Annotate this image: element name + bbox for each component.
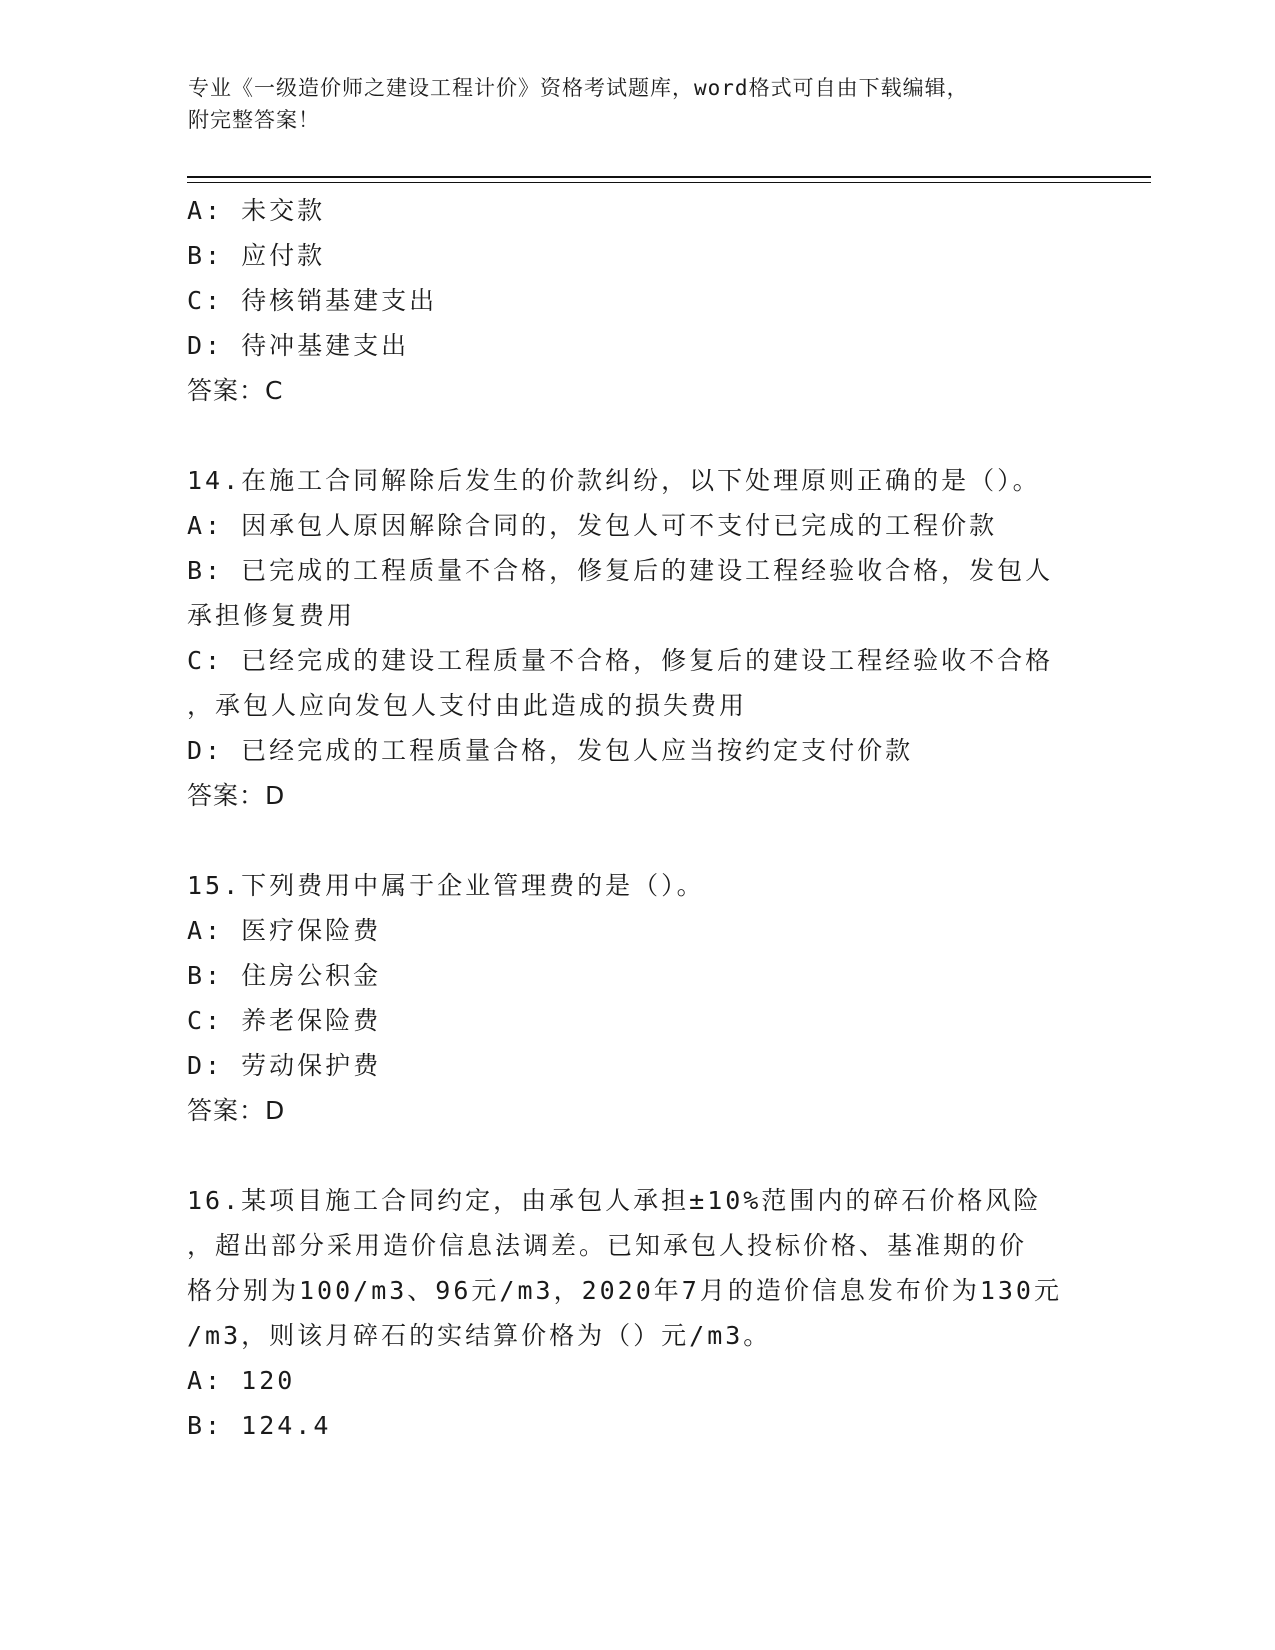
question-stem: 15.下列费用中属于企业管理费的是（）。 xyxy=(187,871,705,900)
option-c-line-1: C: 已经完成的建设工程质量不合格，修复后的建设工程经验收不合格 xyxy=(187,646,1054,675)
option-c: C: 待核销基建支出 xyxy=(187,286,438,315)
header-rule-thick xyxy=(187,176,1151,178)
option-a: A: 120 xyxy=(187,1366,296,1395)
question-16 xyxy=(187,1178,1087,1448)
answer: 答案：D xyxy=(187,781,286,810)
option-d: D: 待冲基建支出 xyxy=(187,331,410,360)
question-stem-line-4: /m3，则该月碎石的实结算价格为（）元/m3。 xyxy=(187,1321,772,1350)
question-14 xyxy=(187,458,1087,818)
question-13 xyxy=(187,188,1087,413)
option-b: B: 应付款 xyxy=(187,241,326,270)
answer: 答案：C xyxy=(187,376,284,405)
option-b-line-2: 承担修复费用 xyxy=(187,601,356,630)
option-a: A: 因承包人原因解除合同的，发包人可不支付已完成的工程价款 xyxy=(187,511,998,540)
answer: 答案：D xyxy=(187,1096,286,1125)
option-b: B: 124.4 xyxy=(187,1411,332,1440)
option-a: A: 医疗保险费 xyxy=(187,916,382,945)
question-list xyxy=(187,188,1087,1448)
option-d: D: 劳动保护费 xyxy=(187,1051,382,1080)
option-c-line-2: ，承包人应向发包人支付由此造成的损失费用 xyxy=(187,691,748,720)
option-c: C: 养老保险费 xyxy=(187,1006,382,1035)
option-b-line-1: B: 已完成的工程质量不合格，修复后的建设工程经验收合格，发包人 xyxy=(187,556,1054,585)
header-line-1: 专业《一级造价师之建设工程计价》资格考试题库，word格式可自由下载编辑， xyxy=(188,76,969,100)
option-d: D: 已经完成的工程质量合格，发包人应当按约定支付价款 xyxy=(187,736,914,765)
question-stem-line-3: 格分别为100/m3、96元/m3，2020年7月的造价信息发布价为130元 xyxy=(187,1276,1062,1305)
question-stem: 14.在施工合同解除后发生的价款纠纷，以下处理原则正确的是（）。 xyxy=(187,466,1041,495)
header-line-2: 附完整答案！ xyxy=(188,108,320,132)
option-b: B: 住房公积金 xyxy=(187,961,382,990)
question-15 xyxy=(187,863,1087,1133)
header-rule-thin xyxy=(187,182,1151,183)
option-a: A: 未交款 xyxy=(187,196,326,225)
question-stem-line-2: ，超出部分采用造价信息法调差。已知承包人投标价格、基准期的价 xyxy=(187,1231,1028,1260)
question-stem-line-1: 16.某项目施工合同约定，由承包人承担±10%范围内的碎石价格风险 xyxy=(187,1186,1042,1215)
document-header xyxy=(188,72,1068,136)
